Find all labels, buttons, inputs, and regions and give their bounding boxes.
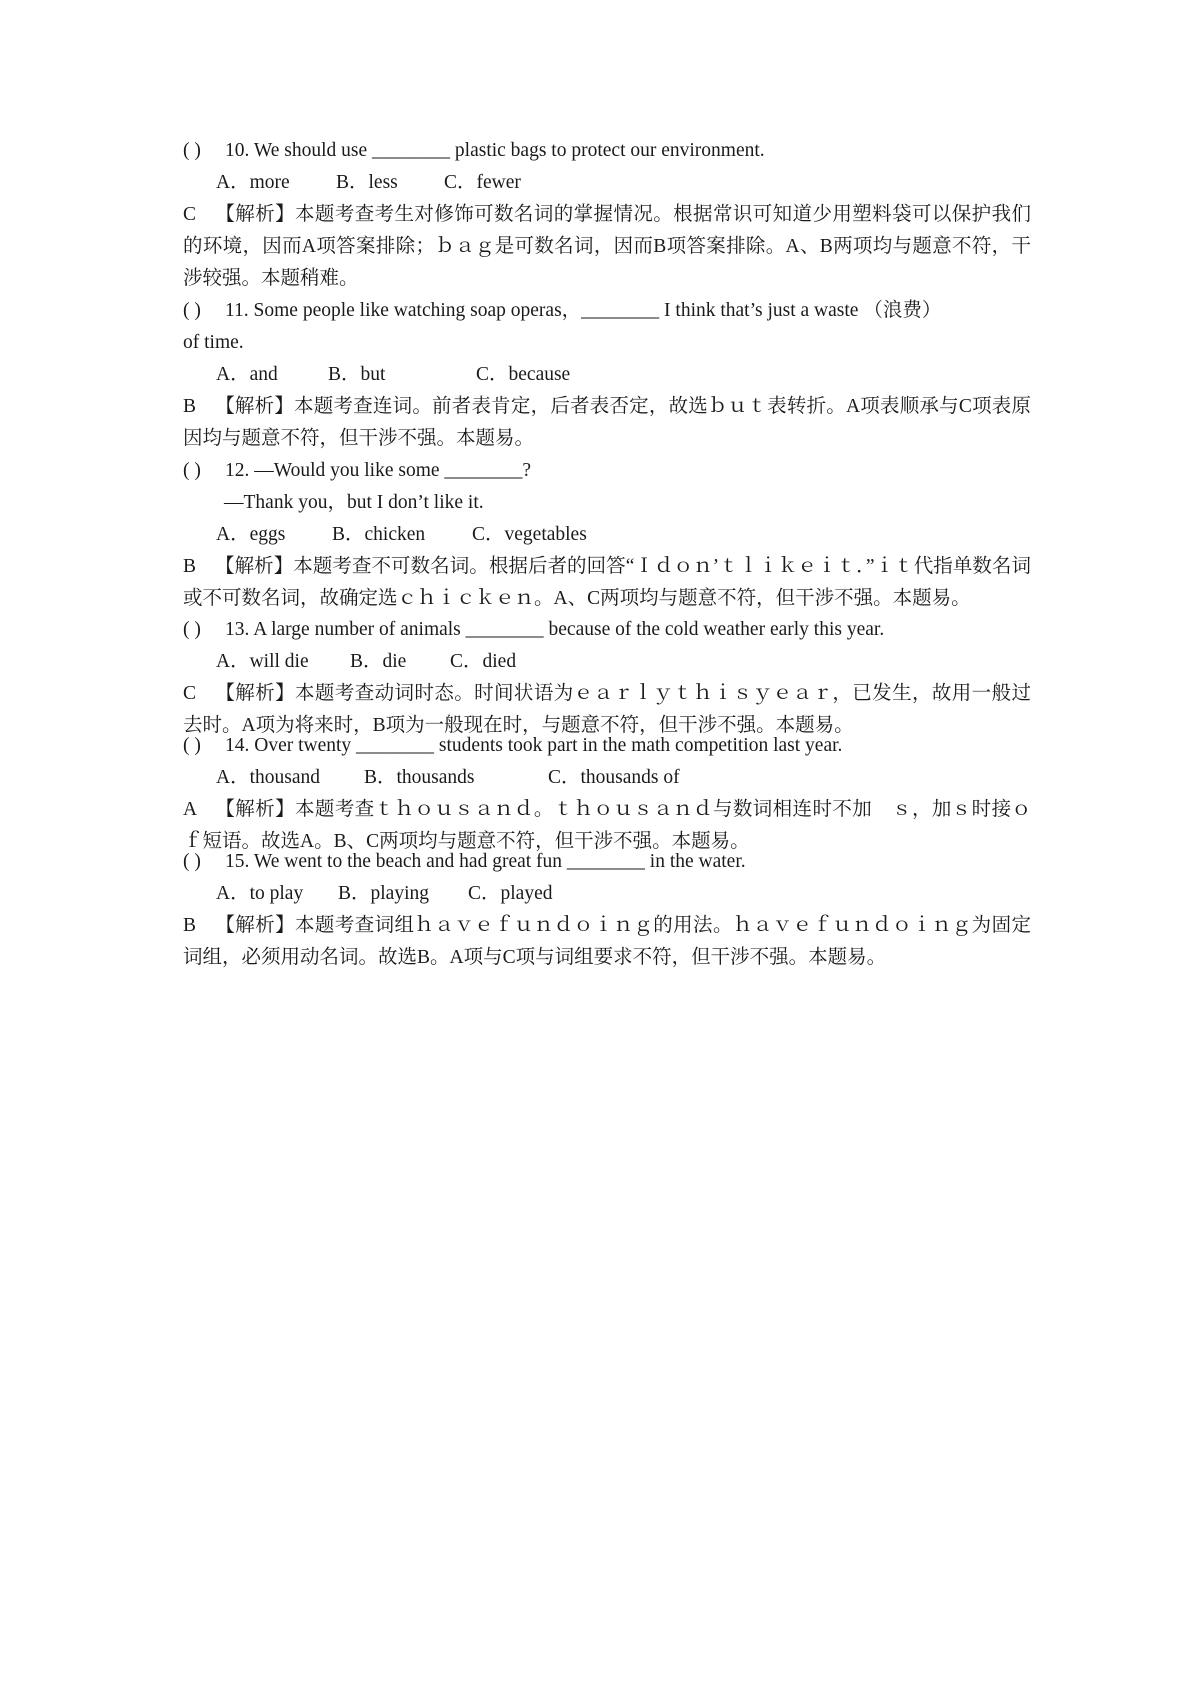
question-block	[183, 135, 1031, 294]
dialogue-line: —Thank you，but I don’t like it.	[224, 492, 484, 513]
question-number: 13.	[225, 619, 250, 640]
question-stem: We should use ________ plastic bags to protect our environment.	[253, 140, 765, 161]
correct-answer: A	[183, 799, 198, 820]
options-line	[183, 878, 1031, 910]
correct-answer: C	[183, 204, 197, 225]
question-line	[183, 295, 1031, 327]
option-c: C．because	[476, 364, 571, 385]
answer-parentheses: ( )	[183, 851, 201, 872]
correct-answer: C	[183, 683, 197, 704]
answer-parentheses: ( )	[183, 140, 201, 161]
answer-parentheses: ( )	[183, 460, 201, 481]
option-a: A．more	[216, 172, 290, 193]
answer-parentheses: ( )	[183, 735, 201, 756]
question-number: 11.	[225, 300, 249, 321]
question-stem: Some people like watching soap operas，________ I think that’s just a waste （浪费）	[253, 300, 942, 321]
option-c: C．fewer	[444, 172, 521, 193]
option-a: A．thousand	[216, 767, 320, 788]
question-block	[183, 455, 1031, 615]
question-number: 15.	[225, 851, 250, 872]
question-line	[183, 730, 1031, 762]
options-line	[183, 519, 1031, 551]
option-b: B．less	[336, 172, 398, 193]
option-b: B．chicken	[332, 524, 426, 545]
question-stem: —Would you like some ________?	[254, 460, 532, 481]
correct-answer: B	[183, 915, 197, 936]
question-stem: Over twenty ________ students took part in the math competition last year.	[254, 735, 843, 756]
question-stem: A large number of animals ________ because of the cold weather early this year.	[253, 619, 885, 640]
explanation-text: 【解析】本题考查考生对修饰可数名词的掌握情况。根据常识可知道少用塑料袋可以保护我们的环境，因而A项答案排除；ｂａｇ是可数名词，因而B项答案排除。A、B两项均与题意不符，干涉较强。本题稍难。	[183, 204, 1031, 289]
explanation-text: 【解析】本题考查ｔｈｏｕｓａｎｄ。ｔｈｏｕｓａｎｄ与数词相连时不加 ｓ，加ｓ时接ｏｆ短语。故选A。B、C两项均与题意不符，但干涉不强。本题易。	[183, 799, 1031, 852]
answer-parentheses: ( )	[183, 300, 201, 321]
option-a: A．and	[216, 364, 278, 385]
option-c: C．vegetables	[472, 524, 587, 545]
question-line	[183, 846, 1031, 878]
question-number: 12.	[225, 460, 250, 481]
explanation	[183, 391, 1031, 455]
options-line	[183, 646, 1031, 678]
question-block	[183, 846, 1031, 974]
option-c: C．thousands of	[548, 767, 680, 788]
question-stem: We went to the beach and had great fun ________ in the water.	[253, 851, 746, 872]
option-b: B．but	[328, 364, 386, 385]
option-b: B．thousands	[364, 767, 475, 788]
explanation-text: 【解析】本题考查动词时态。时间状语为ｅａｒｌｙｔｈｉｓｙｅａｒ，已发生，故用一般过去时。A项为将来时，B项为一般现在时，与题意不符，但干涉不强。本题易。	[183, 683, 1031, 736]
question-block	[183, 614, 1031, 742]
option-a: A．eggs	[216, 524, 286, 545]
explanation-text: 【解析】本题考查词组ｈａｖｅｆｕｎｄｏｉｎｇ的用法。ｈａｖｅｆｕｎｄｏｉｎｇ为固定词组，必须用动名词。故选B。A项与C项与词组要求不符，但干涉不强。本题易。	[183, 915, 1031, 968]
options-line	[183, 762, 1031, 794]
question-line	[183, 455, 1031, 487]
explanation-text: 【解析】本题考查连词。前者表肯定，后者表否定，故选ｂｕｔ表转折。A项表顺承与C项表原因均与题意不符，但干涉不强。本题易。	[183, 396, 1031, 449]
options-line	[183, 167, 1031, 199]
option-b: B．die	[350, 651, 407, 672]
option-c: C．died	[450, 651, 517, 672]
option-b: B．playing	[338, 883, 429, 904]
question-block	[183, 730, 1031, 858]
options-line	[183, 359, 1031, 391]
answer-parentheses: ( )	[183, 619, 201, 640]
explanation	[183, 551, 1031, 615]
question-number: 10.	[225, 140, 250, 161]
option-c: C．played	[468, 883, 553, 904]
option-a: A．will die	[216, 651, 309, 672]
correct-answer: B	[183, 556, 197, 577]
explanation	[183, 910, 1031, 974]
question-continuation: of time.	[183, 332, 244, 353]
question-block	[183, 295, 1031, 455]
question-number: 14.	[225, 735, 250, 756]
question-line	[183, 614, 1031, 646]
question-line	[183, 135, 1031, 167]
explanation	[183, 199, 1031, 294]
explanation-text: 【解析】本题考查不可数名词。根据后者的回答“Ｉｄｏｎ’ｔｌｉｋｅｉｔ．”ｉｔ代指单数名词或不可数名词，故确定选ｃｈｉｃｋｅｎ。A、C两项均与题意不符，但干涉不强。本题易。	[183, 556, 1031, 609]
correct-answer: B	[183, 396, 197, 417]
option-a: A．to play	[216, 883, 304, 904]
